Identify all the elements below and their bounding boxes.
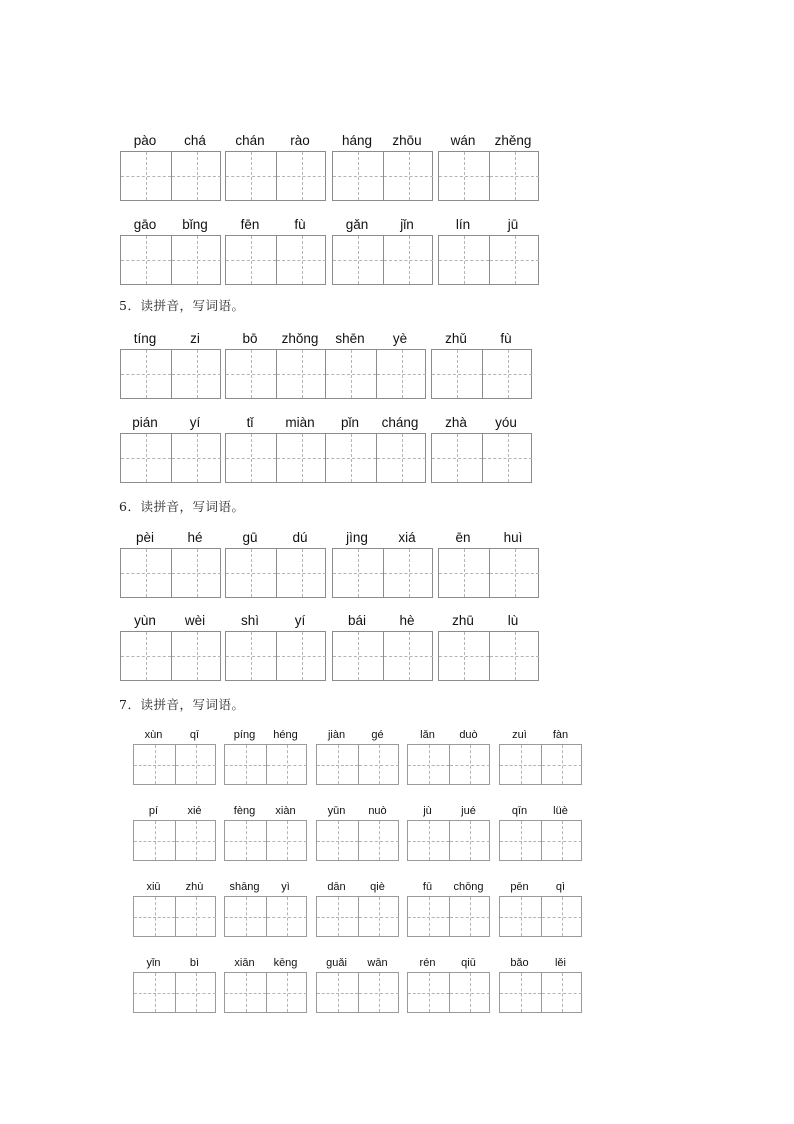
tianzige-box <box>407 820 490 861</box>
tianzige-box <box>431 349 532 399</box>
word-group <box>438 530 538 598</box>
tianzige-box <box>325 433 426 483</box>
tianzige-box <box>133 820 216 861</box>
pinyin-label: xiàn <box>275 805 296 817</box>
pinyin-label: dān <box>327 881 346 893</box>
writing-cell[interactable] <box>171 236 221 284</box>
writing-cell[interactable] <box>171 350 221 398</box>
word-group <box>499 729 581 785</box>
pinyin-label: zhà <box>445 415 467 430</box>
tianzige-box <box>407 896 490 937</box>
writing-cell[interactable] <box>317 745 358 784</box>
tianzige-box <box>224 744 307 785</box>
word-group <box>224 729 306 785</box>
writing-cell[interactable] <box>175 745 216 784</box>
writing-cell[interactable] <box>376 350 426 398</box>
tianzige-box <box>120 433 221 483</box>
pinyin-label: fù <box>294 217 306 232</box>
pinyin-label: cháng <box>381 415 419 430</box>
pinyin-label: qiè <box>370 881 385 893</box>
tianzige-box <box>224 896 307 937</box>
tianzige-box <box>224 972 307 1013</box>
writing-cell[interactable] <box>326 350 376 398</box>
writing-cell[interactable] <box>541 897 582 936</box>
word-group <box>407 881 489 937</box>
tianzige-box <box>120 151 221 201</box>
word-group <box>431 415 531 483</box>
writing-cell[interactable] <box>489 152 539 200</box>
writing-cell[interactable] <box>449 821 490 860</box>
writing-cell[interactable] <box>333 236 383 284</box>
pinyin-label: ēn <box>455 530 471 545</box>
pinyin-label: wèi <box>184 613 206 628</box>
writing-cell[interactable] <box>432 350 482 398</box>
pinyin-label: hé <box>187 530 203 545</box>
pinyin-label: xiān <box>234 957 255 969</box>
writing-cell[interactable] <box>358 745 399 784</box>
pinyin-label: yí <box>294 613 306 628</box>
pinyin-label: lěi <box>554 957 566 969</box>
pinyin-label: huì <box>503 530 523 545</box>
writing-cell[interactable] <box>317 897 358 936</box>
word-group <box>316 881 398 937</box>
pinyin-label: zhěng <box>494 133 532 148</box>
writing-cell[interactable] <box>333 549 383 597</box>
pinyin-label: fàn <box>552 729 569 741</box>
writing-cell[interactable] <box>383 152 433 200</box>
writing-cell[interactable] <box>541 821 582 860</box>
writing-cell[interactable] <box>408 821 449 860</box>
tianzige-box <box>224 820 307 861</box>
pinyin-label: xiū <box>146 881 161 893</box>
tianzige-box <box>325 349 426 399</box>
pinyin-label: fēn <box>240 217 260 232</box>
pinyin-label: zhū <box>452 613 474 628</box>
tianzige-box <box>407 744 490 785</box>
pinyin-label: pián <box>132 415 158 430</box>
word-group <box>438 133 538 201</box>
pinyin-label: yè <box>392 331 408 346</box>
tianzige-box <box>133 972 216 1013</box>
word-group <box>120 331 220 399</box>
writing-cell[interactable] <box>134 745 175 784</box>
writing-cell[interactable] <box>383 632 433 680</box>
pinyin-label: chá <box>184 133 206 148</box>
pinyin-label: chán <box>235 133 265 148</box>
pinyin-label: gāo <box>133 217 157 232</box>
pinyin-label: pào <box>133 133 157 148</box>
tianzige-box <box>316 744 399 785</box>
pinyin-label: jū <box>507 217 519 232</box>
writing-cell[interactable] <box>449 973 490 1012</box>
pinyin-label: qīn <box>511 805 528 817</box>
pinyin-label: miàn <box>285 415 315 430</box>
pinyin-label: bǐng <box>182 217 208 232</box>
writing-cell[interactable] <box>266 745 307 784</box>
tianzige-box <box>438 548 539 598</box>
writing-cell[interactable] <box>482 350 532 398</box>
pinyin-label: dú <box>292 530 308 545</box>
tianzige-box <box>225 235 326 285</box>
writing-cell[interactable] <box>449 745 490 784</box>
pinyin-label: lüè <box>553 805 568 817</box>
pinyin-label: bái <box>347 613 366 628</box>
word-group <box>438 613 538 681</box>
writing-cell[interactable] <box>276 549 326 597</box>
word-group <box>120 133 220 201</box>
word-group <box>133 805 215 861</box>
writing-cell[interactable] <box>439 152 489 200</box>
writing-cell[interactable] <box>134 897 175 936</box>
tianzige-box <box>316 896 399 937</box>
writing-cell[interactable] <box>276 434 326 482</box>
pinyin-label: lù <box>507 613 519 628</box>
pinyin-label: nuò <box>368 805 387 817</box>
tianzige-box <box>332 548 433 598</box>
tianzige-box <box>225 433 326 483</box>
writing-cell[interactable] <box>500 821 541 860</box>
tianzige-box <box>499 744 582 785</box>
writing-cell[interactable] <box>358 897 399 936</box>
writing-cell[interactable] <box>317 973 358 1012</box>
pinyin-label: rào <box>290 133 310 148</box>
pinyin-label: píng <box>233 729 256 741</box>
pinyin-label: yǔn <box>327 805 346 817</box>
word-group <box>225 415 325 483</box>
word-group <box>431 331 531 399</box>
writing-cell[interactable] <box>225 897 266 936</box>
word-group <box>133 881 215 937</box>
writing-cell[interactable] <box>500 973 541 1012</box>
writing-cell[interactable] <box>383 236 433 284</box>
tianzige-box <box>431 433 532 483</box>
pinyin-label: yì <box>281 881 290 893</box>
writing-cell[interactable] <box>121 350 171 398</box>
writing-cell[interactable] <box>376 434 426 482</box>
writing-cell[interactable] <box>226 350 276 398</box>
writing-cell[interactable] <box>358 821 399 860</box>
tianzige-box <box>225 151 326 201</box>
writing-cell[interactable] <box>225 821 266 860</box>
writing-cell[interactable] <box>439 549 489 597</box>
pinyin-label: pí <box>148 805 159 817</box>
writing-cell[interactable] <box>171 632 221 680</box>
writing-cell[interactable] <box>489 236 539 284</box>
pinyin-label: fù <box>500 331 512 346</box>
word-group <box>499 881 581 937</box>
pinyin-label: jù <box>423 805 432 817</box>
word-group <box>325 415 425 483</box>
pinyin-label: zhǒng <box>281 331 319 346</box>
writing-cell[interactable] <box>408 973 449 1012</box>
tianzige-box <box>225 631 326 681</box>
pinyin-label: yí <box>189 415 201 430</box>
word-group <box>499 805 581 861</box>
writing-cell[interactable] <box>439 632 489 680</box>
writing-cell[interactable] <box>408 745 449 784</box>
writing-cell[interactable] <box>358 973 399 1012</box>
pinyin-label: shāng <box>229 881 260 893</box>
exercise-title: 6．读拼音，写词语。 <box>119 499 245 514</box>
tianzige-box <box>499 820 582 861</box>
tianzige-box <box>332 151 433 201</box>
word-group <box>407 957 489 1013</box>
writing-cell[interactable] <box>134 821 175 860</box>
word-group <box>332 217 432 285</box>
word-group <box>225 530 325 598</box>
pinyin-label: wán <box>450 133 476 148</box>
pinyin-label: zi <box>190 331 200 346</box>
exercise-title: 7．读拼音，写词语。 <box>119 697 245 712</box>
tianzige-box <box>438 151 539 201</box>
tianzige-box <box>133 744 216 785</box>
exercise-title: 5．读拼音，写词语。 <box>119 298 245 313</box>
pinyin-label: yùn <box>134 613 156 628</box>
pinyin-label: héng <box>273 729 298 741</box>
pinyin-label: yǐn <box>146 957 161 969</box>
pinyin-label: jǐn <box>400 217 414 232</box>
word-group <box>407 729 489 785</box>
word-group <box>224 805 306 861</box>
writing-cell[interactable] <box>175 897 216 936</box>
writing-cell[interactable] <box>226 236 276 284</box>
writing-cell[interactable] <box>541 745 582 784</box>
writing-cell[interactable] <box>226 152 276 200</box>
word-group <box>120 613 220 681</box>
pinyin-label: wān <box>367 957 388 969</box>
pinyin-label: tíng <box>133 331 157 346</box>
word-group <box>133 957 215 1013</box>
pinyin-label: xié <box>187 805 202 817</box>
writing-cell[interactable] <box>171 434 221 482</box>
word-group <box>225 217 325 285</box>
writing-cell[interactable] <box>276 632 326 680</box>
word-group <box>225 613 325 681</box>
pinyin-label: hè <box>399 613 415 628</box>
writing-cell[interactable] <box>489 632 539 680</box>
pinyin-label: duò <box>459 729 478 741</box>
word-group <box>224 881 306 937</box>
pinyin-label: jìng <box>346 530 368 545</box>
word-group <box>120 530 220 598</box>
tianzige-box <box>332 631 433 681</box>
pinyin-label: pǐn <box>340 415 359 430</box>
writing-cell[interactable] <box>266 897 307 936</box>
pinyin-label: qì <box>555 881 566 893</box>
pinyin-label: qiū <box>461 957 476 969</box>
tianzige-box <box>407 972 490 1013</box>
writing-cell[interactable] <box>225 973 266 1012</box>
pinyin-label: háng <box>341 133 373 148</box>
pinyin-label: pēn <box>510 881 529 893</box>
pinyin-label: gé <box>371 729 384 741</box>
word-group <box>325 331 425 399</box>
writing-cell[interactable] <box>121 434 171 482</box>
pinyin-label: gū <box>242 530 258 545</box>
writing-cell[interactable] <box>175 821 216 860</box>
writing-cell[interactable] <box>326 434 376 482</box>
word-group <box>316 805 398 861</box>
pinyin-label: bō <box>242 331 258 346</box>
pinyin-label: shì <box>240 613 259 628</box>
word-group <box>224 957 306 1013</box>
writing-cell[interactable] <box>439 236 489 284</box>
writing-cell[interactable] <box>383 549 433 597</box>
writing-cell[interactable] <box>175 973 216 1012</box>
pinyin-label: jué <box>461 805 476 817</box>
tianzige-box <box>120 631 221 681</box>
pinyin-label: xùn <box>144 729 163 741</box>
pinyin-label: pèi <box>135 530 154 545</box>
tianzige-box <box>225 548 326 598</box>
writing-cell[interactable] <box>226 434 276 482</box>
writing-cell[interactable] <box>276 350 326 398</box>
pinyin-label: gǎn <box>345 217 369 232</box>
tianzige-box <box>133 896 216 937</box>
pinyin-label: fū <box>422 881 433 893</box>
pinyin-label: tǐ <box>246 415 254 430</box>
word-group <box>407 805 489 861</box>
pinyin-label: chōng <box>453 881 484 893</box>
pinyin-label: lín <box>455 217 471 232</box>
pinyin-label: fèng <box>233 805 256 817</box>
pinyin-label: kēng <box>273 957 298 969</box>
pinyin-label: zhǔ <box>445 331 467 346</box>
pinyin-label: shēn <box>335 331 365 346</box>
writing-cell[interactable] <box>500 897 541 936</box>
writing-cell[interactable] <box>171 152 221 200</box>
writing-cell[interactable] <box>226 549 276 597</box>
pinyin-label: guǎi <box>326 957 347 969</box>
writing-cell[interactable] <box>432 434 482 482</box>
writing-cell[interactable] <box>121 549 171 597</box>
word-group <box>316 957 398 1013</box>
writing-cell[interactable] <box>449 897 490 936</box>
tianzige-box <box>316 820 399 861</box>
writing-cell[interactable] <box>482 434 532 482</box>
writing-cell[interactable] <box>121 632 171 680</box>
tianzige-box <box>332 235 433 285</box>
writing-cell[interactable] <box>226 632 276 680</box>
pinyin-label: jiàn <box>327 729 346 741</box>
pinyin-label: yóu <box>495 415 517 430</box>
pinyin-label: lǎn <box>420 729 435 741</box>
writing-cell[interactable] <box>541 973 582 1012</box>
writing-cell[interactable] <box>317 821 358 860</box>
tianzige-box <box>225 349 326 399</box>
writing-cell[interactable] <box>121 236 171 284</box>
pinyin-label: zuì <box>512 729 527 741</box>
tianzige-box <box>120 548 221 598</box>
writing-cell[interactable] <box>333 632 383 680</box>
word-group <box>133 729 215 785</box>
word-group <box>225 331 325 399</box>
pinyin-label: bì <box>189 957 200 969</box>
word-group <box>332 613 432 681</box>
word-group <box>332 133 432 201</box>
pinyin-label: bǎo <box>510 957 529 969</box>
writing-cell[interactable] <box>225 745 266 784</box>
writing-cell[interactable] <box>134 973 175 1012</box>
writing-cell[interactable] <box>333 152 383 200</box>
writing-cell[interactable] <box>266 973 307 1012</box>
tianzige-box <box>499 896 582 937</box>
tianzige-box <box>316 972 399 1013</box>
writing-cell[interactable] <box>408 897 449 936</box>
writing-cell[interactable] <box>266 821 307 860</box>
word-group <box>225 133 325 201</box>
pinyin-label: xiá <box>398 530 416 545</box>
word-group <box>120 415 220 483</box>
word-group <box>499 957 581 1013</box>
pinyin-label: zhù <box>185 881 204 893</box>
word-group <box>120 217 220 285</box>
pinyin-label: rén <box>419 957 436 969</box>
pinyin-label: zhōu <box>392 133 422 148</box>
word-group <box>438 217 538 285</box>
writing-cell[interactable] <box>171 549 221 597</box>
writing-cell[interactable] <box>121 152 171 200</box>
tianzige-box <box>499 972 582 1013</box>
tianzige-box <box>438 235 539 285</box>
word-group <box>316 729 398 785</box>
tianzige-box <box>120 349 221 399</box>
writing-cell[interactable] <box>489 549 539 597</box>
tianzige-box <box>438 631 539 681</box>
writing-cell[interactable] <box>276 236 326 284</box>
word-group <box>332 530 432 598</box>
pinyin-label: qī <box>189 729 200 741</box>
writing-cell[interactable] <box>500 745 541 784</box>
tianzige-box <box>120 235 221 285</box>
writing-cell[interactable] <box>276 152 326 200</box>
